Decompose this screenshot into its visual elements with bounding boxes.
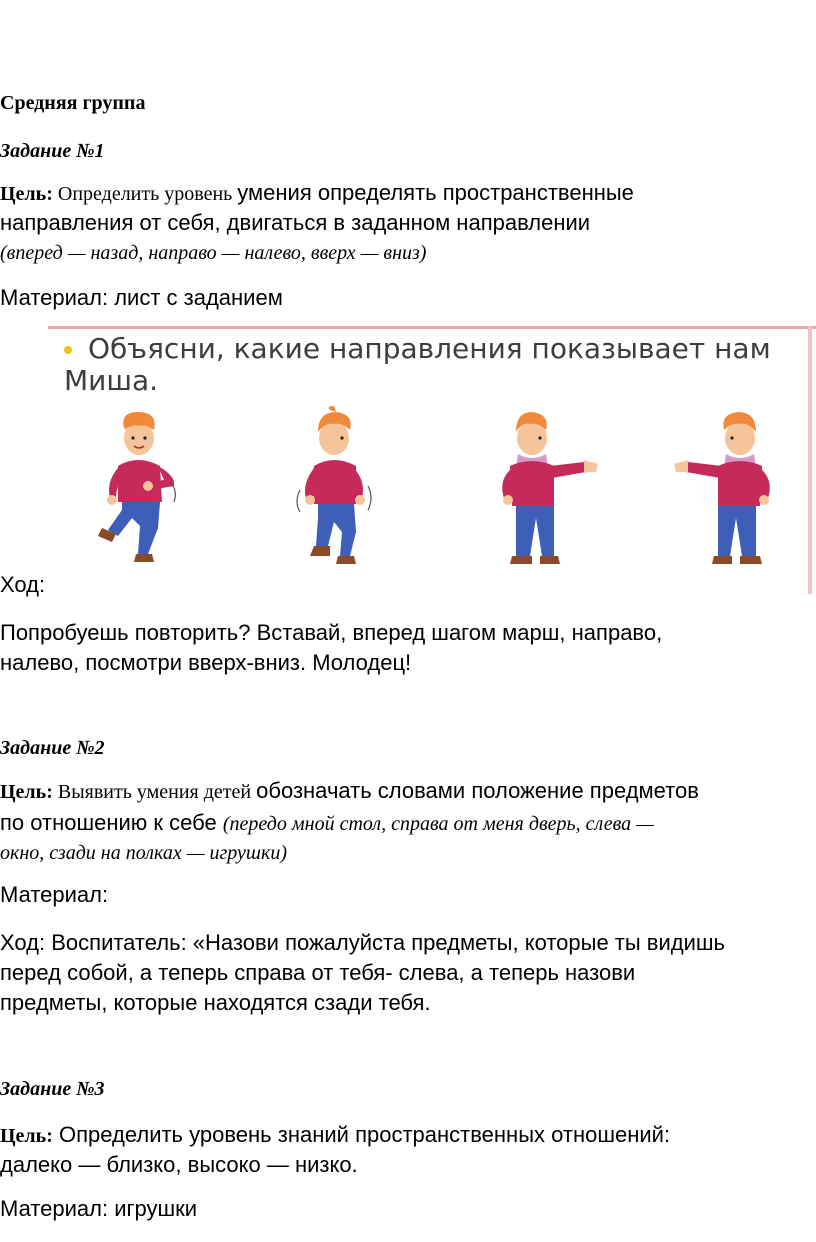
task2-goal-sans: обозначать словами положение предметов [256,778,699,803]
task3-goal-text: Определить уровень знаний пространственных отношений: [52,1122,671,1147]
task1-goal-line3: (вперед — назад, направо — налево, вверх — вниз) [0,242,427,264]
task3-goal-label: Цель: [0,1125,53,1147]
boy-marching-figure [78,406,198,586]
task2-goal-serif: Выявить умения детей [52,781,257,803]
task1-goal-sans: умения определять пространственные [237,180,634,205]
illustration-text-line1: Объясни, какие направления показывает нам [88,332,771,365]
task3-goal-line1 [0,1122,670,1148]
task1-material: Материал: лист с заданием [0,285,283,310]
task1-course-line1: Попробуешь повторить? Вставай, вперед шагом марш, направо, [0,620,663,645]
group-title: Средняя группа [0,92,146,114]
boy-pointing-left-figure [668,406,798,586]
task1-goal-line2: направления от себя, двигаться в заданном направлении [0,210,591,235]
task1-goal-label: Цель: [0,183,53,205]
task2-goal-line3: окно, сзади на полках — игрушки) [0,842,288,864]
task3-goal-line2: далеко — близко, высоко — низко. [0,1152,358,1177]
illustration-top-border [48,326,816,329]
task2-material: Материал: [0,882,109,907]
illustration-text-line2: Миша. [64,364,159,397]
task1-heading: Задание №1 [0,140,105,162]
task2-goal-line1 [0,778,699,804]
bullet-icon [64,346,72,354]
task3-heading: Задание №3 [0,1078,105,1100]
task1-course-label: Ход: [0,572,46,597]
task1-course-line2: налево, посмотри вверх-вниз. Молодец! [0,650,412,675]
task-illustration [48,326,816,594]
task2-goal-line2-sans: по отношению к себе [0,810,223,835]
task2-course-line1: Ход: Воспитатель: «Назови пожалуйста предметы, которые ты видишь [0,930,726,955]
task1-goal-serif: Определить уровень [52,183,238,205]
task3-material: Материал: игрушки [0,1196,198,1221]
task2-heading: Задание №2 [0,737,105,759]
task2-goal-line2-ital: (передо мной стол, справа от меня дверь, слева — [222,813,654,835]
task1-goal-line1 [0,180,634,206]
boy-marching-turned-figure [276,406,396,586]
task2-course-line2: перед собой, а теперь справа от тебя- слева, а теперь назови [0,960,636,985]
illustration-right-border [808,326,812,594]
task2-goal-label: Цель: [0,781,53,803]
task2-goal-line2 [0,810,654,836]
boy-pointing-right-figure [474,406,604,586]
task2-course-line3: предметы, которые находятся сзади тебя. [0,990,431,1015]
